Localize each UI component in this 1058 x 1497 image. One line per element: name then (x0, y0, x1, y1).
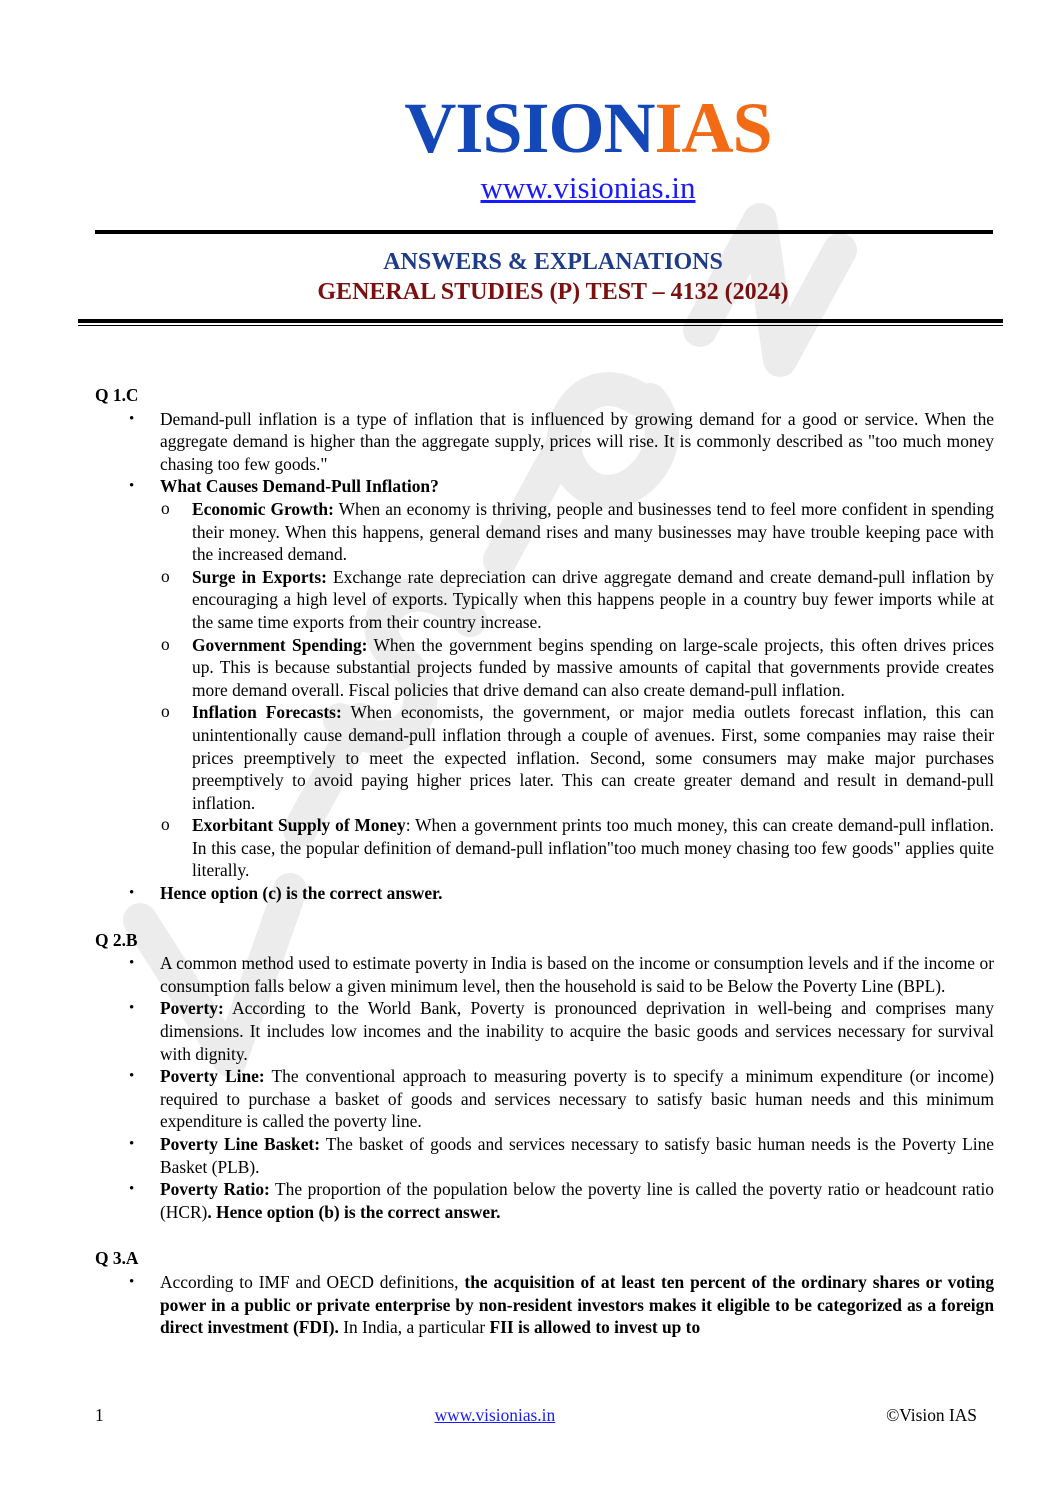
bullet-item (95, 475, 994, 498)
bold-text: Government Spending: (192, 634, 368, 655)
sub-bullet-item (95, 566, 994, 634)
text: When an economy is thriving, people and businesses tend to feel more confident in spending their money. When this happens, general demand rises and many businesses may have trouble keeping pace with the increased demand. (192, 498, 994, 565)
text: According to the World Bank, Poverty is pronounced deprivation in well-being and comprises many dimensions. It includes low incomes and the inability to acquire the basic goods and services necessary for survival with dignity. (160, 998, 994, 1064)
sub-bullet-item (95, 498, 994, 566)
doc-subtitle: GENERAL STUDIES (P) TEST – 4132 (2024) (317, 279, 789, 305)
bold-text: Economic Growth: (192, 498, 334, 519)
bullet-item (95, 1271, 994, 1339)
text: When economists, the government, or major media outlets forecast inflation, this can unintentionally cause demand-pull inflation through a couple of avenues. First, some companies may raise their prices preemptively to meet the expected inflation. Second, some consumers may make major purchases preemptively to avoid paying higher prices later. This can create greater demand and result in demand-pull inflation. (192, 702, 994, 813)
bold-text: What Causes Demand-Pull Inflation? (160, 476, 439, 497)
bold-text: Inflation Forecasts: (192, 702, 342, 723)
title-divider (78, 319, 1003, 323)
bold-text: . Hence option (b) is the correct answer. (207, 1201, 501, 1222)
logo-vision: VISION (404, 88, 655, 168)
bold-text: Exorbitant Supply of Money (192, 815, 406, 836)
bold-text: Poverty Line: (160, 1066, 265, 1087)
text: When the government begins spending on large-scale projects, this often drives prices up. This is because substantial projects funded by massive amounts of capital that governments provide creates more demand overall. Fiscal policies that drive demand can also create demand-pull inflation. (192, 634, 994, 700)
answers-content (95, 384, 994, 1394)
text: The proportion of the population below the poverty line is called the poverty ratio or headcount ratio (HCR) (160, 1179, 994, 1222)
bullet-item (95, 1133, 994, 1178)
visionias-logo (0, 88, 1058, 168)
page-number: 1 (95, 1405, 104, 1425)
question-label: Q 1.C (95, 385, 139, 405)
header-divider (95, 230, 993, 234)
bold-text: FII is allowed to invest up to (489, 1317, 701, 1338)
bullet-item (95, 882, 994, 905)
doc-title: ANSWERS & EXPLANATIONS (383, 249, 723, 275)
text: : When a government prints too much money, this can create demand-pull inflation. In this case, the popular definition of demand-pull inflation"too much money chasing too few goods" applies quite literally. (192, 815, 994, 881)
text: Exchange rate depreciation can drive aggregate demand and create demand-pull inflation by encouraging a high level of exports. Typically when this happens people in a country buy fewer imports while at the same time exports from their country increase. (192, 566, 994, 632)
text: In India, a particular (338, 1317, 490, 1338)
bullet-item (95, 1178, 994, 1223)
logo-ias: IAS (654, 88, 772, 168)
text: Demand-pull inflation is a type of inflation that is influenced by growing demand for a good or service. When the aggregate demand is higher than the aggregate supply, prices will rise. It is commonly described as "too much money chasing too few goods." (160, 408, 994, 474)
bold-text: Hence option (c) is the correct answer. (160, 883, 443, 904)
bold-text: Poverty Ratio: (160, 1179, 270, 1200)
title-divider-thin (78, 325, 1003, 326)
sub-bullet-item (95, 814, 994, 882)
sub-bullet-item (95, 634, 994, 702)
header-website-link[interactable]: www.visionias.in (480, 170, 696, 205)
footer-website-link[interactable]: www.visionias.in (434, 1405, 556, 1425)
question-1 (95, 384, 994, 905)
bold-text: Poverty: (160, 998, 224, 1019)
text: According to IMF and OECD definitions, (160, 1271, 465, 1292)
footer-copyright: ©Vision IAS (886, 1405, 977, 1425)
sub-bullet-item (95, 701, 994, 814)
bullet-item (95, 997, 994, 1065)
text: The basket of goods and services necessary to satisfy basic human needs is the Poverty Line Basket (PLB). (160, 1134, 994, 1177)
text: A common method used to estimate poverty in India is based on the income or consumption levels and if the income or consumption falls below a given minimum level, then the household is said to be Below the Poverty Line (BPL). (160, 953, 994, 996)
bullet-item (95, 408, 994, 476)
question-label: Q 2.B (95, 929, 138, 950)
bold-text: the acquisition of at least ten percent of the ordinary shares or voting power in a public or private enterprise by non-resident investors makes it eligible to be categorized as a foreign direct investment (FDI). (160, 1271, 995, 1338)
question-3 (95, 1247, 994, 1338)
bold-text: Surge in Exports: (192, 566, 327, 587)
bullet-item (95, 1065, 994, 1133)
bold-text: Poverty Line Basket: (160, 1134, 321, 1154)
question-label: Q 3.A (95, 1248, 139, 1269)
text: The conventional approach to measuring poverty is to specify a minimum expenditure (or income) required to purchase a basket of goods and services necessary to satisfy basic human needs and this minimum expenditure is called the poverty line. (160, 1066, 994, 1132)
page-footer (95, 1404, 977, 1446)
question-2 (95, 929, 994, 1224)
bullet-item (95, 952, 994, 997)
